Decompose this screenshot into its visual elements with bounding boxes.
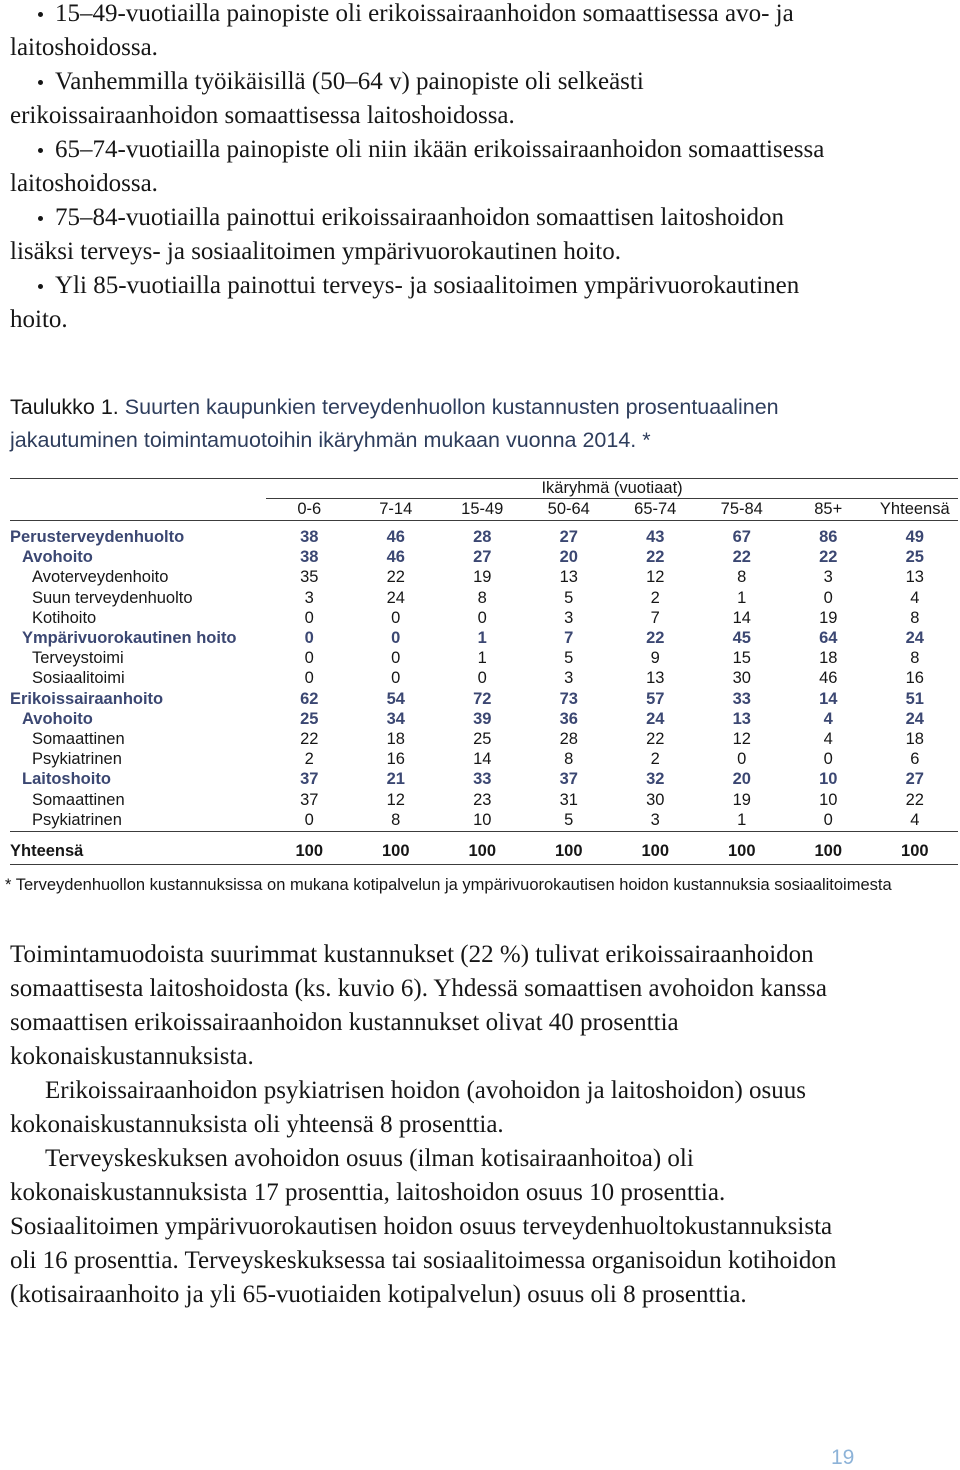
page-number: 19 [831,1446,855,1469]
row-label: Somaattinen [32,790,125,809]
row-label: Somaattinen [32,729,125,748]
paragraph-line: somaattisesta laitoshoidosta (ks. kuvio 6). Yhdessä somaattisen avohoidon kanssa [10,975,828,1002]
table-caption [10,391,779,457]
table-cell: 24 [646,709,665,728]
paragraph-line: Sosiaalitoimen ympärivuorokautisen hoidon osuus terveydenhuoltokustannuksista [10,1213,833,1240]
bullet-text: 15–49-vuotiailla painopiste oli erikoissairaanhoidon somaattisessa avo- ja [55,0,794,27]
table-row [10,749,958,769]
bullet-item [10,269,950,337]
table-cell: 22 [732,548,751,567]
table-cell: 13 [732,709,751,728]
table-cell: 33 [473,770,492,789]
table-cell: 27 [559,528,578,547]
table-cell: 24 [386,588,405,607]
total-cell: 100 [612,831,699,864]
table-cell: 72 [473,689,492,708]
table-cell: 57 [646,689,665,708]
row-label: Avohoito [22,548,93,567]
table-cell: 37 [300,790,319,809]
total-row [10,831,958,864]
bullet-text-continued: hoito. [10,306,68,333]
row-label: Avohoito [22,709,93,728]
table-cell: 2 [650,750,660,769]
table-cell: 3 [304,588,314,607]
paragraph-line: Toimintamuodoista suurimmat kustannukset (22 %) tulivat erikoissairaanhoidon [10,941,814,968]
column-header: 75-84 [699,499,786,521]
table-row [10,668,958,688]
table-cell: 46 [386,528,405,547]
table-cell: 33 [732,689,751,708]
total-cell: 100 [439,831,526,864]
paragraph-line: Erikoissairaanhoidon psykiatrisen hoidon (avohoidon ja laitoshoidon) osuus [45,1077,807,1104]
table-cell: 37 [559,770,578,789]
bullet-text-continued: lisäksi terveys- ja sosiaalitoimen ympärivuorokautinen hoito. [10,238,621,265]
table-cell: 16 [386,750,405,769]
table-footnote: * Terveydenhuollon kustannuksissa on mukana kotipalvelun ja ympärivuorokautisen hoidon kustannuksia sosiaalitoimesta [5,876,892,894]
table-cell: 43 [646,528,665,547]
paragraph [10,938,950,1074]
table-row [10,810,958,830]
bullet-item [10,0,950,65]
column-header: 85+ [785,499,872,521]
table-cell: 18 [905,729,924,748]
header-spacer-cell [10,499,266,521]
table-cell: 3 [564,669,574,688]
paragraph-line: kokonaiskustannuksista. [10,1043,254,1070]
table-row [10,527,958,547]
column-header: 15-49 [439,499,526,521]
bullet-first-line [10,269,950,303]
table-cell: 51 [905,689,924,708]
table-cell: 86 [819,528,838,547]
table-cell: 2 [650,588,660,607]
table-cell: 0 [391,629,401,648]
total-cell: 100 [353,831,440,864]
table-cell: 0 [304,649,314,668]
age-group-header-row [10,479,958,499]
table-cell: 5 [564,649,574,668]
bullet-first-line [10,65,950,99]
paragraph-line: kokonaiskustannuksista oli yhteensä 8 prosenttia. [10,1111,504,1138]
table-row [10,729,958,749]
column-header: 0-6 [266,499,353,521]
total-cell: 100 [785,831,872,864]
table-cell: 22 [646,548,665,567]
cost-distribution-table [10,478,958,865]
bullet-list [10,0,950,337]
bullet-item [10,201,950,269]
paragraph-line: Terveyskeskuksen avohoidon osuus (ilman kotisairaanhoitoa) oli [45,1145,694,1172]
row-label: Psykiatrinen [32,810,122,829]
table-cell: 49 [905,528,924,547]
table-row [10,628,958,648]
table-cell: 4 [823,709,833,728]
table-cell: 32 [646,770,665,789]
table-cell: 28 [559,729,578,748]
paragraph-line: kokonaiskustannuksista 17 prosenttia, laitoshoidon osuus 10 prosenttia. [10,1179,726,1206]
bullet-first-line [10,133,950,167]
table-cell: 18 [819,649,838,668]
header-spacer-cell [10,479,266,499]
table-cell: 35 [300,568,319,587]
paragraph [10,1142,950,1312]
table-cell: 34 [386,709,405,728]
table-cell: 12 [386,790,405,809]
table-cell: 22 [646,629,665,648]
body-text [10,938,950,1312]
table-cell: 67 [732,528,751,547]
table-cell: 46 [819,669,838,688]
table-cell: 8 [910,608,920,627]
table-cell: 21 [386,770,405,789]
table-cell: 8 [910,649,920,668]
table-cell: 18 [386,729,405,748]
table-cell: 1 [737,588,747,607]
table-cell: 38 [300,548,319,567]
table-cell: 28 [473,528,492,547]
table-cell: 0 [477,608,487,627]
age-group-header: Ikäryhmä (vuotiaat) [266,479,958,499]
table-cell: 22 [646,729,665,748]
paragraph-line: oli 16 prosenttia. Terveyskeskuksessa tai sosiaalitoimessa organisoidun kotihoidon [10,1247,837,1274]
table-cell: 12 [732,729,751,748]
table-cell: 3 [823,568,833,587]
table-row [10,608,958,628]
table-cell: 8 [477,588,487,607]
table-cell: 13 [559,568,578,587]
row-label: Psykiatrinen [32,750,122,769]
table-cell: 12 [646,568,665,587]
table-cell: 0 [477,669,487,688]
bullet-first-line [10,0,950,31]
table-footer [10,830,958,865]
column-header: 7-14 [353,499,440,521]
table-cell: 0 [391,608,401,627]
table-cell: 10 [473,810,492,829]
table-header [10,479,958,521]
table-cell: 19 [732,790,751,809]
table-row [10,567,958,587]
table-cell: 4 [910,588,920,607]
bullet-text: 65–74-vuotiailla painopiste oli niin ikään erikoissairaanhoidon somaattisessa [55,136,825,163]
table-cell: 24 [905,629,924,648]
table-cell: 10 [819,770,838,789]
table-cell: 73 [559,689,578,708]
table-cell: 24 [905,709,924,728]
table-row [10,648,958,668]
table-cell: 16 [905,669,924,688]
row-label: Suun terveydenhuolto [32,588,193,607]
bullet-icon [38,148,43,153]
table-cell: 54 [386,689,405,708]
caption-title: Suurten kaupunkien terveydenhuollon kustannusten prosentuaalinen [124,395,779,419]
table-cell: 46 [386,548,405,567]
total-cell: 100 [872,831,959,864]
table-row [10,769,958,789]
table-cell: 27 [473,548,492,567]
total-label: Yhteensä [10,831,266,864]
table-cell: 14 [732,608,751,627]
table-cell: 64 [819,629,838,648]
table-cell: 22 [386,568,405,587]
table-cell: 39 [473,709,492,728]
table-cell: 0 [823,810,833,829]
column-header: 50-64 [526,499,613,521]
bullet-text-continued: laitoshoidossa. [10,34,158,61]
table-cell: 0 [391,669,401,688]
table-cell: 20 [559,548,578,567]
table-cell: 4 [823,729,833,748]
table-cell: 13 [905,568,924,587]
row-label: Laitoshoito [22,770,111,789]
column-header: 65-74 [612,499,699,521]
table-cell: 0 [391,649,401,668]
bullet-text-continued: laitoshoidossa. [10,170,158,197]
table-cell: 10 [819,790,838,809]
table-cell: 9 [650,649,660,668]
age-columns-row [10,499,958,521]
total-cell: 100 [266,831,353,864]
table-cell: 25 [473,729,492,748]
table-cell: 19 [819,608,838,627]
paragraph-line: somaattisen erikoissairaanhoidon kustannukset olivat 40 prosenttia [10,1009,679,1036]
table-cell: 8 [564,750,574,769]
table-cell: 13 [646,669,665,688]
table-cell: 7 [564,629,574,648]
table-cell: 8 [391,810,401,829]
table-row [10,547,958,567]
caption-label: Taulukko 1. [10,395,119,419]
caption-first-line [10,391,779,424]
bullet-icon [38,216,43,221]
bullet-icon [38,12,43,17]
table-cell: 31 [559,790,578,809]
bullet-text: Vanhemmilla työikäisillä (50–64 v) painopiste oli selkeästi [55,68,644,95]
table-cell: 0 [304,629,314,648]
table-cell: 0 [737,750,747,769]
table-row [10,689,958,709]
table-cell: 15 [732,649,751,668]
table-cell: 19 [473,568,492,587]
bullet-item [10,133,950,201]
bullet-icon [38,284,43,289]
table-cell: 8 [737,568,747,587]
table-cell: 62 [300,689,319,708]
table-cell: 3 [564,608,574,627]
table-cell: 22 [300,729,319,748]
total-cell: 100 [699,831,786,864]
table-cell: 6 [910,750,920,769]
table-cell: 3 [650,810,660,829]
total-cell: 100 [526,831,613,864]
table-cell: 1 [737,810,747,829]
table-cell: 1 [477,629,487,648]
table-cell: 36 [559,709,578,728]
bullet-icon [38,80,43,85]
table-cell: 45 [732,629,751,648]
table-cell: 25 [905,548,924,567]
table-row [10,709,958,729]
paragraph-line: (kotisairaanhoito ja yli 65-vuotiaiden kotipalvelun) osuus oli 8 prosenttia. [10,1281,747,1308]
table-cell: 0 [823,750,833,769]
table-cell: 0 [823,588,833,607]
row-label: Kotihoito [32,608,97,627]
table-cell: 27 [905,770,924,789]
table-cell: 22 [819,548,838,567]
row-label: Sosiaalitoimi [32,669,125,688]
table-row [10,588,958,608]
table-cell: 4 [910,810,920,829]
table-cell: 2 [304,750,314,769]
row-label: Ympärivuorokautinen hoito [22,629,237,648]
table-cell: 38 [300,528,319,547]
row-label: Erikoissairaanhoito [10,689,164,708]
table-cell: 5 [564,810,574,829]
table-cell: 14 [473,750,492,769]
bullet-item [10,65,950,133]
table-cell: 14 [819,689,838,708]
row-label: Perusterveydenhuolto [10,528,185,547]
paragraph [10,1074,950,1142]
table-cell: 1 [477,649,487,668]
bullet-first-line [10,201,950,235]
table-cell: 37 [300,770,319,789]
table-cell: 23 [473,790,492,809]
table-cell: 30 [732,669,751,688]
bullet-text-continued: erikoissairaanhoidon somaattisessa laitoshoidossa. [10,102,515,129]
table-body [10,521,958,830]
column-header: Yhteensä [872,499,959,521]
bullet-text: Yli 85-vuotiailla painottui terveys- ja sosiaalitoimen ympärivuorokautinen [55,272,800,299]
table-cell: 0 [304,810,314,829]
table-row [10,789,958,809]
caption-title-continued: jakautuminen toimintamuotoihin ikäryhmän mukaan vuonna 2014. * [10,428,651,452]
table-cell: 0 [304,608,314,627]
bullet-text: 75–84-vuotiailla painottui erikoissairaanhoidon somaattisen laitoshoidon [55,204,785,231]
table-cell: 0 [304,669,314,688]
table-cell: 25 [300,709,319,728]
table-cell: 5 [564,588,574,607]
table-cell: 20 [732,770,751,789]
table-cell: 22 [905,790,924,809]
row-label: Terveystoimi [32,649,124,668]
table-cell: 30 [646,790,665,809]
row-label: Avoterveydenhoito [32,568,169,587]
table-cell: 7 [650,608,660,627]
